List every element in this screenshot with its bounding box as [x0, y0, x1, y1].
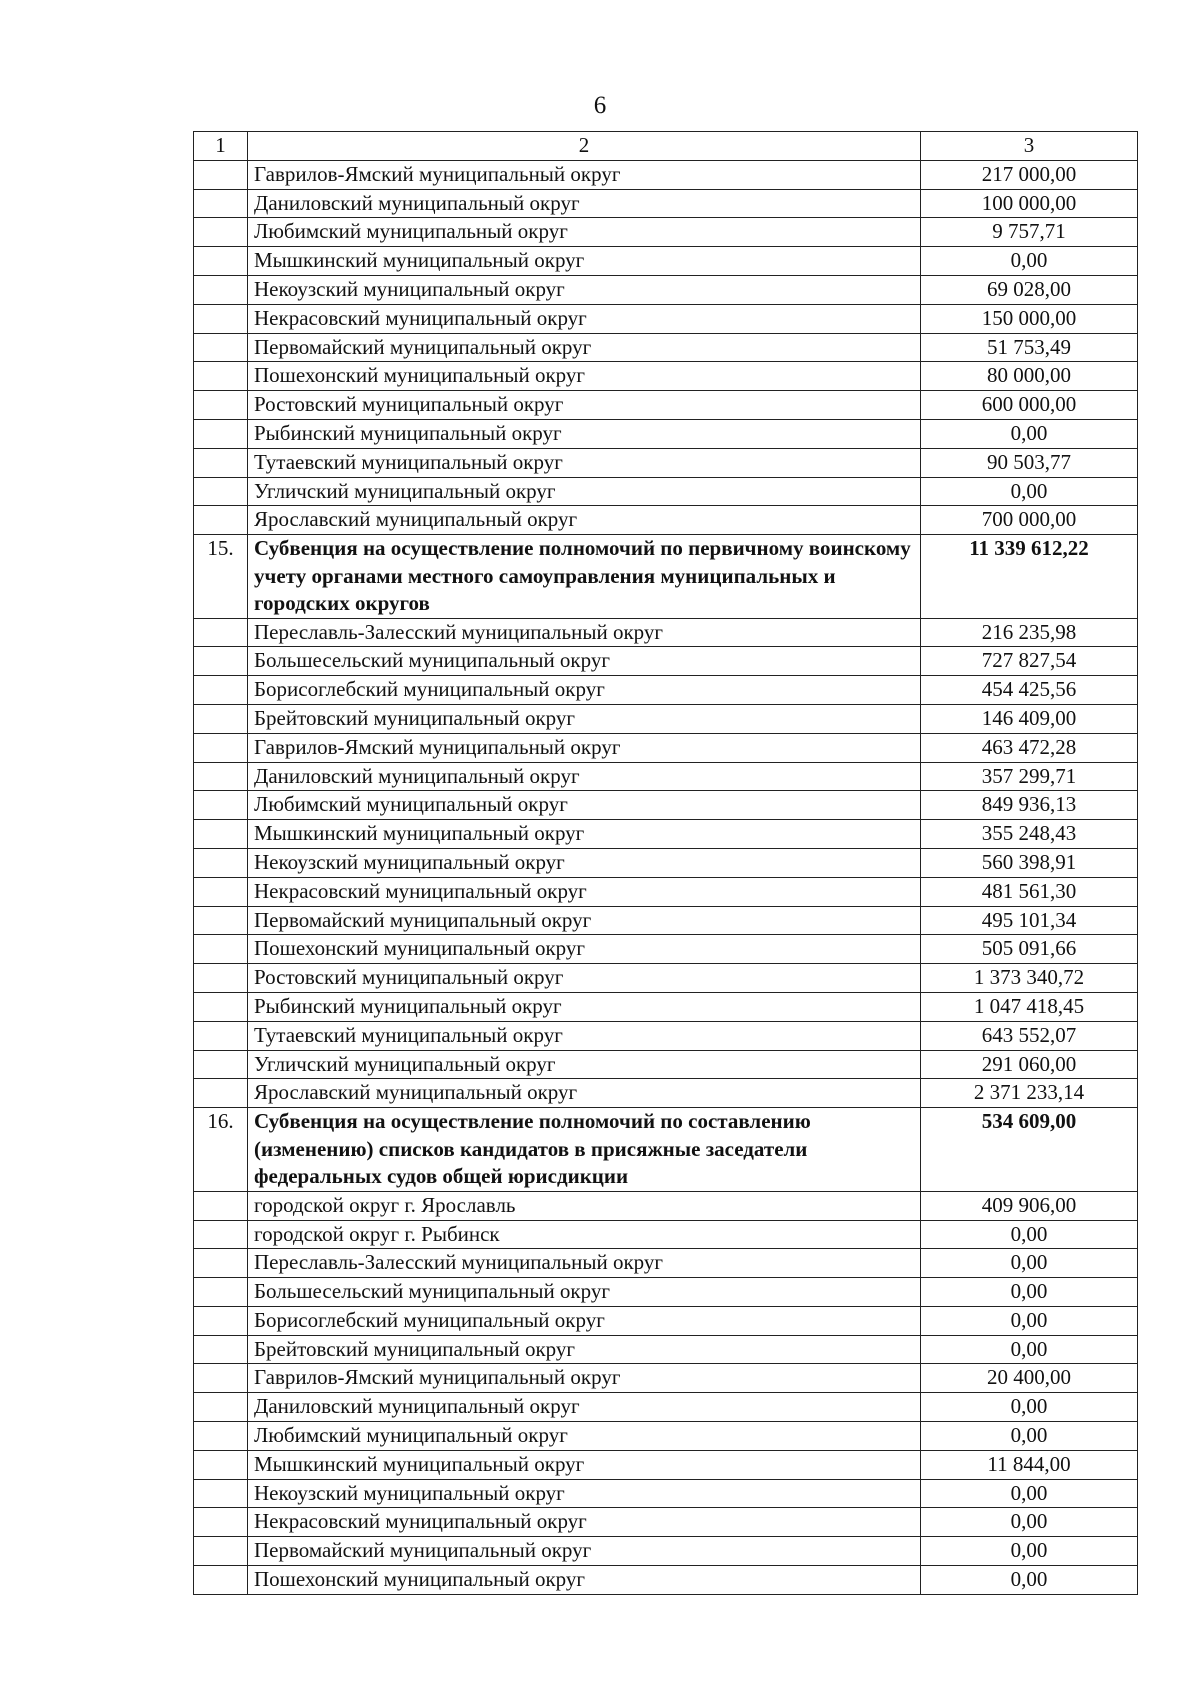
- row-number-cell: [194, 1422, 248, 1451]
- recipient-name: Первомайский муниципальный округ: [248, 906, 921, 935]
- recipient-name: Ростовский муниципальный округ: [248, 964, 921, 993]
- table-row: [194, 676, 1138, 705]
- row-number-cell: [194, 1191, 248, 1220]
- table-row: [194, 218, 1138, 247]
- recipient-name: Некоузский муниципальный округ: [248, 1479, 921, 1508]
- table-row: [194, 820, 1138, 849]
- table-row: [194, 935, 1138, 964]
- amount-value: 217 000,00: [921, 160, 1138, 189]
- section-title: Субвенция на осуществление полномочий по составлению (изменению) списков кандидатов в присяжные заседатели федеральных судов общей юрисдикции: [248, 1108, 921, 1192]
- recipient-name: Некрасовский муниципальный округ: [248, 1508, 921, 1537]
- recipient-name: Первомайский муниципальный округ: [248, 333, 921, 362]
- table-row: [194, 1220, 1138, 1249]
- amount-value: 505 091,66: [921, 935, 1138, 964]
- amount-value: 150 000,00: [921, 304, 1138, 333]
- recipient-name: Тутаевский муниципальный округ: [248, 448, 921, 477]
- row-number-cell: [194, 1450, 248, 1479]
- recipient-name: Большесельский муниципальный округ: [248, 1278, 921, 1307]
- row-number-cell: [194, 448, 248, 477]
- row-number-cell: [194, 1079, 248, 1108]
- recipient-name: Пошехонский муниципальный округ: [248, 1566, 921, 1595]
- amount-value: 0,00: [921, 1508, 1138, 1537]
- recipient-name: Ярославский муниципальный округ: [248, 1079, 921, 1108]
- row-number-cell: [194, 1220, 248, 1249]
- row-number-cell: [194, 1050, 248, 1079]
- recipient-name: Ярославский муниципальный округ: [248, 506, 921, 535]
- recipient-name: Пошехонский муниципальный округ: [248, 935, 921, 964]
- recipient-name: Брейтовский муниципальный округ: [248, 1335, 921, 1364]
- row-number-cell: [194, 964, 248, 993]
- table-row: [194, 1050, 1138, 1079]
- recipient-name: Большесельский муниципальный округ: [248, 647, 921, 676]
- row-number-cell: [194, 1306, 248, 1335]
- section-row: [194, 535, 1138, 619]
- recipient-name: Угличский муниципальный округ: [248, 1050, 921, 1079]
- amount-value: 0,00: [921, 1422, 1138, 1451]
- amount-value: 849 936,13: [921, 791, 1138, 820]
- table-row: [194, 333, 1138, 362]
- table-row: [194, 477, 1138, 506]
- table-row: [194, 1364, 1138, 1393]
- recipient-name: Брейтовский муниципальный округ: [248, 705, 921, 734]
- table-row: [194, 647, 1138, 676]
- table-row: [194, 705, 1138, 734]
- amount-value: 560 398,91: [921, 849, 1138, 878]
- amount-value: 495 101,34: [921, 906, 1138, 935]
- table-row: [194, 1191, 1138, 1220]
- table-row: [194, 1537, 1138, 1566]
- table-row: [194, 849, 1138, 878]
- recipient-name: городской округ г. Рыбинск: [248, 1220, 921, 1249]
- row-number-cell: [194, 218, 248, 247]
- amount-value: 90 503,77: [921, 448, 1138, 477]
- amount-value: 0,00: [921, 1479, 1138, 1508]
- recipient-name: Мышкинский муниципальный округ: [248, 247, 921, 276]
- amount-value: 9 757,71: [921, 218, 1138, 247]
- amount-value: 291 060,00: [921, 1050, 1138, 1079]
- row-number-cell: [194, 762, 248, 791]
- recipient-name: Любимский муниципальный округ: [248, 1422, 921, 1451]
- table-row: [194, 762, 1138, 791]
- table-row: [194, 1306, 1138, 1335]
- recipient-name: Гаврилов-Ямский муниципальный округ: [248, 733, 921, 762]
- row-number-cell: [194, 647, 248, 676]
- row-number-cell: [194, 1479, 248, 1508]
- recipient-name: Первомайский муниципальный округ: [248, 1537, 921, 1566]
- table-row: [194, 1393, 1138, 1422]
- recipient-name: Некоузский муниципальный округ: [248, 275, 921, 304]
- amount-value: 1 373 340,72: [921, 964, 1138, 993]
- amount-value: 0,00: [921, 1278, 1138, 1307]
- table-row: [194, 506, 1138, 535]
- table-row: [194, 362, 1138, 391]
- recipient-name: Мышкинский муниципальный округ: [248, 1450, 921, 1479]
- table-row: [194, 1479, 1138, 1508]
- amount-value: 600 000,00: [921, 391, 1138, 420]
- amount-value: 216 235,98: [921, 618, 1138, 647]
- table-row: [194, 993, 1138, 1022]
- recipient-name: Гаврилов-Ямский муниципальный округ: [248, 1364, 921, 1393]
- row-number-cell: [194, 705, 248, 734]
- amount-value: 700 000,00: [921, 506, 1138, 535]
- amount-value: 0,00: [921, 1249, 1138, 1278]
- row-number-cell: [194, 1393, 248, 1422]
- amount-value: 357 299,71: [921, 762, 1138, 791]
- table-row: [194, 733, 1138, 762]
- recipient-name: Переславль-Залесский муниципальный округ: [248, 618, 921, 647]
- amount-value: 643 552,07: [921, 1021, 1138, 1050]
- table-row: [194, 247, 1138, 276]
- header-col-1: 1: [194, 132, 248, 161]
- section-number: 16.: [194, 1108, 248, 1192]
- recipient-name: Борисоглебский муниципальный округ: [248, 676, 921, 705]
- amount-value: 20 400,00: [921, 1364, 1138, 1393]
- header-col-2: 2: [248, 132, 921, 161]
- row-number-cell: [194, 333, 248, 362]
- row-number-cell: [194, 820, 248, 849]
- recipient-name: Некрасовский муниципальный округ: [248, 877, 921, 906]
- recipient-name: Некоузский муниципальный округ: [248, 849, 921, 878]
- row-number-cell: [194, 304, 248, 333]
- section-title: Субвенция на осуществление полномочий по первичному воинскому учету органами местного самоуправления муниципальных и городских округов: [248, 535, 921, 619]
- table-row: [194, 1335, 1138, 1364]
- table-row: [194, 906, 1138, 935]
- table-row: [194, 877, 1138, 906]
- table-row: [194, 1079, 1138, 1108]
- table-row: [194, 160, 1138, 189]
- amount-value: 727 827,54: [921, 647, 1138, 676]
- recipient-name: Угличский муниципальный округ: [248, 477, 921, 506]
- amount-value: 454 425,56: [921, 676, 1138, 705]
- table-row: [194, 791, 1138, 820]
- recipient-name: Любимский муниципальный округ: [248, 791, 921, 820]
- row-number-cell: [194, 189, 248, 218]
- row-number-cell: [194, 791, 248, 820]
- recipient-name: Даниловский муниципальный округ: [248, 189, 921, 218]
- table-header-row: [194, 132, 1138, 161]
- recipient-name: Тутаевский муниципальный округ: [248, 1021, 921, 1050]
- amount-value: 2 371 233,14: [921, 1079, 1138, 1108]
- amount-value: 0,00: [921, 1566, 1138, 1595]
- amount-value: 0,00: [921, 1537, 1138, 1566]
- table-row: [194, 618, 1138, 647]
- table-row: [194, 448, 1138, 477]
- recipient-name: Любимский муниципальный округ: [248, 218, 921, 247]
- amount-value: 0,00: [921, 1306, 1138, 1335]
- table-row: [194, 1021, 1138, 1050]
- table-row: [194, 1450, 1138, 1479]
- section-total: 11 339 612,22: [921, 535, 1138, 619]
- row-number-cell: [194, 1249, 248, 1278]
- amount-value: 0,00: [921, 1220, 1138, 1249]
- row-number-cell: [194, 618, 248, 647]
- row-number-cell: [194, 1508, 248, 1537]
- amount-value: 51 753,49: [921, 333, 1138, 362]
- amount-value: 1 047 418,45: [921, 993, 1138, 1022]
- amount-value: 11 844,00: [921, 1450, 1138, 1479]
- row-number-cell: [194, 676, 248, 705]
- table-row: [194, 1278, 1138, 1307]
- recipient-name: городской округ г. Ярославль: [248, 1191, 921, 1220]
- row-number-cell: [194, 419, 248, 448]
- table-row: [194, 1249, 1138, 1278]
- recipient-name: Борисоглебский муниципальный округ: [248, 1306, 921, 1335]
- amount-value: 100 000,00: [921, 189, 1138, 218]
- row-number-cell: [194, 506, 248, 535]
- recipient-name: Рыбинский муниципальный округ: [248, 419, 921, 448]
- page-number: 6: [593, 92, 607, 119]
- amount-value: 0,00: [921, 247, 1138, 276]
- row-number-cell: [194, 993, 248, 1022]
- recipient-name: Мышкинский муниципальный округ: [248, 820, 921, 849]
- row-number-cell: [194, 275, 248, 304]
- table-row: [194, 275, 1138, 304]
- row-number-cell: [194, 391, 248, 420]
- table-row: [194, 1508, 1138, 1537]
- section-number: 15.: [194, 535, 248, 619]
- row-number-cell: [194, 1364, 248, 1393]
- recipient-name: Даниловский муниципальный округ: [248, 1393, 921, 1422]
- row-number-cell: [194, 1537, 248, 1566]
- recipient-name: Даниловский муниципальный округ: [248, 762, 921, 791]
- table-row: [194, 964, 1138, 993]
- section-total: 534 609,00: [921, 1108, 1138, 1192]
- amount-value: 146 409,00: [921, 705, 1138, 734]
- recipient-name: Некрасовский муниципальный округ: [248, 304, 921, 333]
- amount-value: 0,00: [921, 1393, 1138, 1422]
- recipient-name: Рыбинский муниципальный округ: [248, 993, 921, 1022]
- recipient-name: Переславль-Залесский муниципальный округ: [248, 1249, 921, 1278]
- table-row: [194, 1566, 1138, 1595]
- recipient-name: Ростовский муниципальный округ: [248, 391, 921, 420]
- row-number-cell: [194, 1335, 248, 1364]
- amount-value: 409 906,00: [921, 1191, 1138, 1220]
- table-row: [194, 419, 1138, 448]
- amount-value: 463 472,28: [921, 733, 1138, 762]
- amount-value: 481 561,30: [921, 877, 1138, 906]
- row-number-cell: [194, 906, 248, 935]
- row-number-cell: [194, 1021, 248, 1050]
- recipient-name: Пошехонский муниципальный округ: [248, 362, 921, 391]
- row-number-cell: [194, 160, 248, 189]
- amount-value: 80 000,00: [921, 362, 1138, 391]
- amount-value: 355 248,43: [921, 820, 1138, 849]
- row-number-cell: [194, 1566, 248, 1595]
- table-row: [194, 391, 1138, 420]
- row-number-cell: [194, 362, 248, 391]
- row-number-cell: [194, 247, 248, 276]
- amount-value: 0,00: [921, 1335, 1138, 1364]
- table-row: [194, 189, 1138, 218]
- amount-value: 0,00: [921, 419, 1138, 448]
- row-number-cell: [194, 477, 248, 506]
- row-number-cell: [194, 1278, 248, 1307]
- amount-value: 69 028,00: [921, 275, 1138, 304]
- row-number-cell: [194, 733, 248, 762]
- section-row: [194, 1108, 1138, 1192]
- amount-value: 0,00: [921, 477, 1138, 506]
- header-col-3: 3: [921, 132, 1138, 161]
- table-row: [194, 1422, 1138, 1451]
- allocation-table: [193, 131, 1138, 1595]
- recipient-name: Гаврилов-Ямский муниципальный округ: [248, 160, 921, 189]
- row-number-cell: [194, 935, 248, 964]
- row-number-cell: [194, 877, 248, 906]
- row-number-cell: [194, 849, 248, 878]
- table-row: [194, 304, 1138, 333]
